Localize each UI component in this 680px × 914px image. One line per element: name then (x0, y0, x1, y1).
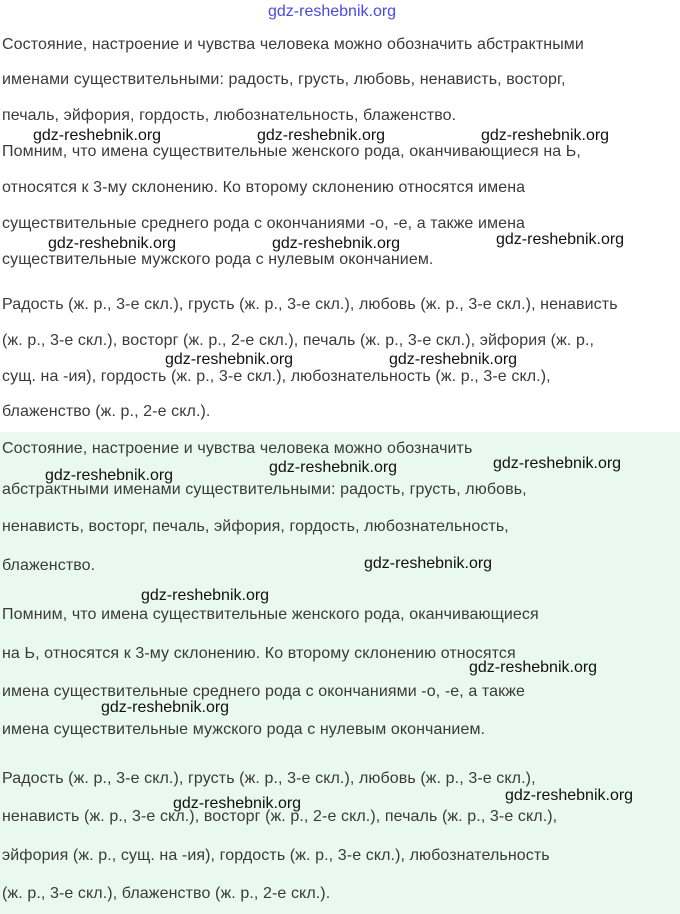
s2-p3-line: эйфория (ж. р., сущ. на -ия), гордость (ж. р., 3-е скл.), любознательность (2, 847, 550, 864)
s1-p3-line: (ж. р., 3-е скл.), восторг (ж. р., 2-е скл.), печаль (ж. р., 3-е скл.), эйфория (ж. р., (2, 332, 595, 349)
watermark: gdz-reshebnik.org (496, 231, 625, 248)
watermark: gdz-reshebnik.org (505, 787, 634, 804)
watermark: gdz-reshebnik.org (272, 235, 401, 252)
watermark: gdz-reshebnik.org (165, 351, 294, 368)
watermark: gdz-reshebnik.org (493, 455, 622, 472)
s1-p3-line: сущ. на -ия), гордость (ж. р., 3-е скл.), любознательность (ж. р., 3-е скл.), (2, 368, 551, 385)
watermark: gdz-reshebnik.org (48, 235, 177, 252)
s2-p2-line: Помним, что имена существительные женского рода, оканчивающиеся (2, 606, 539, 623)
watermark: gdz-reshebnik.org (173, 795, 302, 812)
s2-p1-line: блаженство. (2, 557, 96, 574)
s1-p2-line: Помним, что имена существительные женского рода, оканчивающиеся на Ь, (2, 143, 581, 160)
s2-p1-line: абстрактными именами существительными: радость, грусть, любовь, (2, 481, 527, 498)
s1-p1-line: Состояние, настроение и чувства человека можно обозначить абстрактными (2, 36, 584, 53)
watermark: gdz-reshebnik.org (389, 351, 518, 368)
s1-p2-line: существительные среднего рода с окончаниями -о, -е, а также имена (2, 215, 526, 232)
s2-p3-line: Радость (ж. р., 3-е скл.), грусть (ж. р., 3-е скл.), любовь (ж. р., 3-е скл.), (2, 770, 536, 787)
s1-p3-line: блаженство (ж. р., 2-е скл.). (2, 403, 211, 420)
watermark-top[interactable]: gdz-reshebnik.org (268, 3, 397, 20)
s2-p1-line: Состояние, настроение и чувства человека можно обозначить (2, 440, 473, 457)
s1-p1-line: именами существительными: радость, грусть, любовь, ненависть, восторг, (2, 71, 566, 88)
watermark: gdz-reshebnik.org (45, 467, 174, 484)
s1-p1-line: печаль, эйфория, гордость, любознательность, блаженство. (2, 107, 457, 124)
s2-p2-line: имена существительные мужского рода с нулевым окончанием. (2, 721, 486, 738)
s2-p2-line: имена существительные среднего рода с окончаниями -о, -е, а также (2, 683, 526, 700)
watermark: gdz-reshebnik.org (364, 555, 493, 572)
s2-p3-line: (ж. р., 3-е скл.), блаженство (ж. р., 2-е скл.). (2, 885, 331, 902)
watermark: gdz-reshebnik.org (269, 459, 398, 476)
s2-p3-line: ненависть (ж. р., 3-е скл.), восторг (ж. р., 2-е скл.), печаль (ж. р., 3-е скл.), (2, 808, 558, 825)
s1-p2-line: относятся к 3-му склонению. Ко второму склонению относятся имена (2, 179, 526, 196)
watermark: gdz-reshebnik.org (469, 659, 598, 676)
s1-p2-line: существительные мужского рода с нулевым окончанием. (2, 251, 434, 268)
watermark: gdz-reshebnik.org (33, 127, 162, 144)
watermark: gdz-reshebnik.org (481, 127, 610, 144)
watermark: gdz-reshebnik.org (257, 127, 386, 144)
watermark: gdz-reshebnik.org (141, 587, 270, 604)
watermark: gdz-reshebnik.org (101, 699, 230, 716)
s2-p2-line: на Ь, относятся к 3-му склонению. Ко второму склонению относятся (2, 645, 516, 662)
s2-p1-line: ненависть, восторг, печаль, эйфория, гордость, любознательность, (2, 518, 509, 535)
s1-p3-line: Радость (ж. р., 3-е скл.), грусть (ж. р., 3-е скл.), любовь (ж. р., 3-е скл.), ненависть (2, 296, 618, 313)
